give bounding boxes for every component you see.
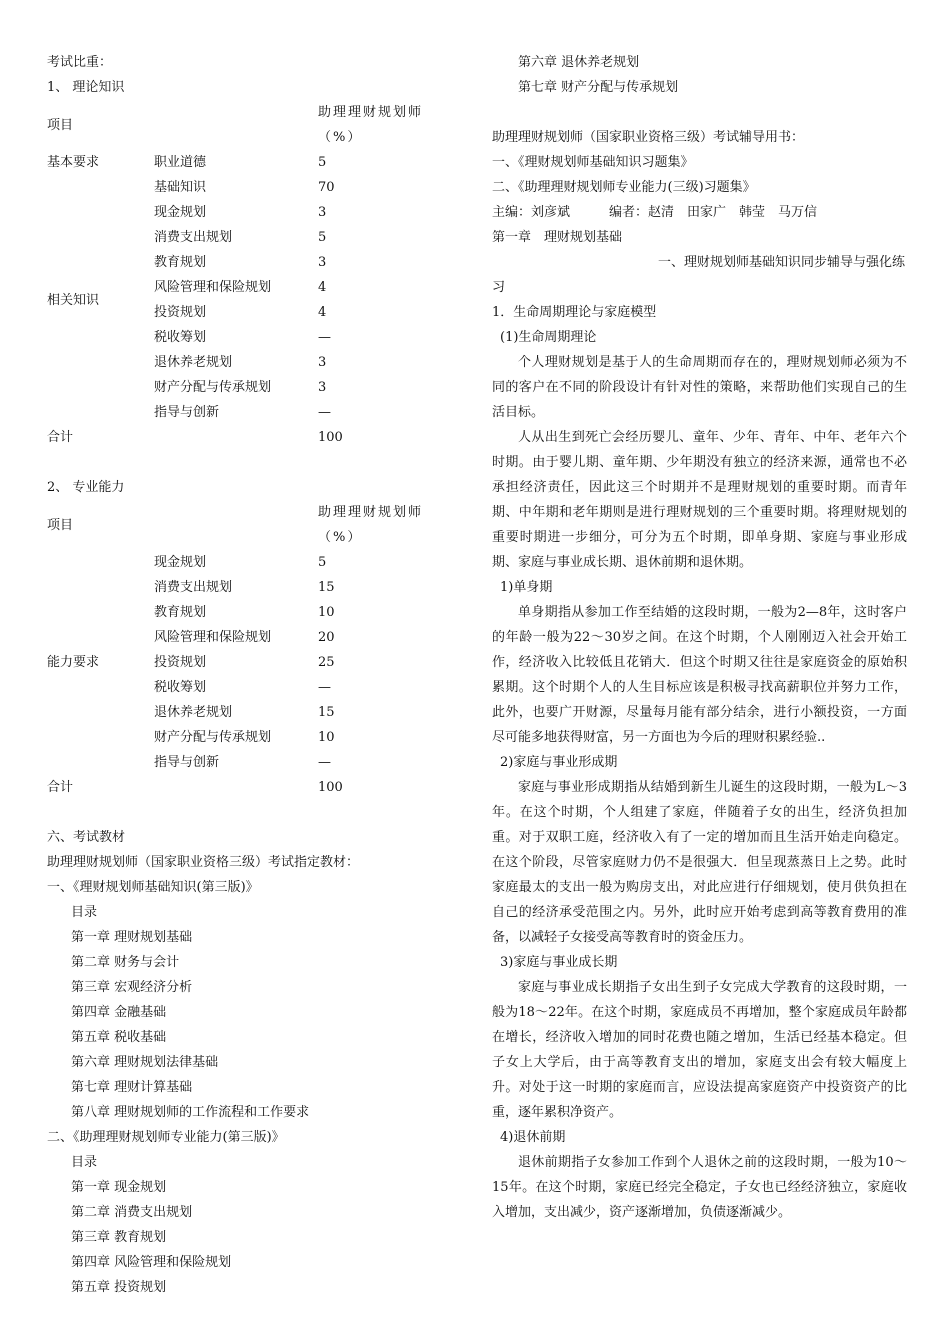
row-name: 税收筹划	[154, 330, 207, 345]
row-name: 风险管理和保险规划	[154, 630, 272, 645]
row-value: 3	[318, 255, 327, 270]
table-row	[47, 550, 452, 575]
toc-item: 第三章 教育规划	[71, 1230, 167, 1245]
paragraph: 家庭与事业形成期指从结婚到新生儿诞生的这段时期，一般为L～3年。在这个时期，个人组建了家庭，伴随着子女的出生，经济负担加重。对于双职工庭，经济收入有了一定的增加而且生活开始走向稳定。在这个阶段，尽管家庭财力仍不是很强大．但呈现蒸蒸日上之势。此时家庭最太的支出一般为购房支出，对此应进行仔细规划，使月供负担在自己的经济承受范围之内。另外，此时应开始考虑到高等教育费用的准备，以减轻子女接受高等教育时的资金压力。	[492, 780, 907, 945]
theory-table	[47, 100, 452, 450]
sync-title: 一、理财规划师基础知识同步辅导与强化练	[657, 255, 905, 270]
paragraph: 家庭与事业成长期指子女出生到子女完成大学教育的这段时期，一般为18～22年。在这个时期，家庭成员不再增加，整个家庭成员年龄都在增长，经济收入增加的同时花费也随之增加，生活已经基本稳定。但子女上大学后，由于高等教育支出的增加，家庭支出会有较大幅度上升。对处于这一时期的家庭而言，应设法提高家庭资产中投资资产的比重，逐年累积净资产。	[492, 980, 907, 1120]
row-value: 5	[318, 230, 327, 245]
ability-table	[47, 500, 452, 800]
table-total-row	[47, 775, 452, 800]
exam-weight-heading: 考试比重：	[47, 55, 113, 70]
row-value: 10	[318, 730, 335, 745]
left-column	[47, 50, 452, 1300]
guide-book2: 二、《助理理财规划师专业能力(三级)习题集》	[492, 180, 756, 195]
toc-item: 第二章 消费支出规划	[71, 1205, 193, 1220]
row-value: 3	[318, 355, 327, 370]
toc2-label: 目录	[71, 1155, 98, 1170]
paragraph: 个人理财规划是基于人的生命周期而存在的，理财规划师必须为不同的客户在不同的阶段设计有针对性的策略，来帮助他们实现自己的生活目标。	[492, 355, 907, 420]
group-ability: 能力要求	[47, 655, 100, 670]
section-ability-title: 2、 专业能力	[47, 480, 125, 495]
header-item: 项目	[47, 517, 74, 533]
row-value: 3	[318, 380, 327, 395]
subsection-heading: 2)家庭与事业形成期	[500, 755, 618, 770]
table-header	[47, 500, 452, 550]
row-value: 4	[318, 280, 327, 295]
materials-intro: 助理理财规划师（国家职业资格三级）考试指定教材：	[47, 855, 360, 870]
toc-item: 第四章 风险管理和保险规划	[71, 1255, 232, 1270]
header-col: 助理理财规划师（%）	[318, 105, 424, 145]
book2-title: 二、《助理理财规划师专业能力(第三版)》	[47, 1130, 285, 1145]
row-name: 职业道德	[154, 155, 207, 170]
toc-item: 第一章 现金规划	[71, 1180, 167, 1195]
total-label: 合计	[47, 780, 74, 795]
section-heading: 1．生命周期理论与家庭模型	[492, 305, 657, 320]
row-name: 教育规划	[154, 255, 207, 270]
group-related: 相关知识	[47, 292, 100, 308]
chapter-title: 第一章 理财规划基础	[492, 230, 623, 245]
header-item: 项目	[47, 117, 74, 133]
subsection-heading: 1)单身期	[500, 580, 553, 595]
row-name: 指导与创新	[154, 405, 220, 420]
row-value: —	[318, 405, 331, 420]
toc-item: 第五章 税收基础	[71, 1030, 167, 1045]
row-name: 教育规划	[154, 605, 207, 620]
subsection-heading: 4)退休前期	[500, 1130, 566, 1145]
row-value: —	[318, 330, 331, 345]
paragraph: 单身期指从参加工作至结婚的这段时期，一般为2—8年，这时客户的年龄一般为22～30岁之间。在这个时期，个人刚刚迈入社会开始工作，经济收入比较低且花销大．但这个时期又往往是家庭资金的原始积累期。这个时期个人的人生目标应该是积极寻找高薪职位并努力工作，此外，也要广开财源，尽量每月能有部分结余，进行小额投资，一方面尽可能多地获得财富，另一方面也为今后的理财积累经验..	[492, 605, 907, 745]
editors-line: 主编：刘彦斌 编者：赵清 田家广 韩莹 马万信	[492, 205, 818, 220]
toc-item: 第八章 理财规划师的工作流程和工作要求	[71, 1105, 310, 1120]
row-value: 20	[318, 630, 335, 645]
row-name: 现金规划	[154, 205, 207, 220]
toc-item: 第二章 财务与会计	[71, 955, 180, 970]
materials-title: 六、考试教材	[47, 830, 126, 845]
toc-item: 第七章 理财计算基础	[71, 1080, 193, 1095]
row-value: 15	[318, 705, 335, 720]
row-value: 70	[318, 180, 335, 195]
toc-item: 第七章 财产分配与传承规划	[518, 80, 679, 95]
total-value: 100	[318, 780, 343, 795]
table-row	[47, 175, 452, 200]
row-name: 投资规划	[154, 305, 207, 320]
toc-item: 第六章 退休养老规划	[518, 55, 640, 70]
table-header	[47, 100, 452, 150]
row-name: 消费支出规划	[154, 580, 233, 595]
row-name: 消费支出规划	[154, 230, 233, 245]
row-value: 5	[318, 155, 327, 170]
section-theory-title: 1、 理论知识	[47, 80, 125, 95]
group-basic: 基本要求	[47, 155, 100, 170]
row-value: 4	[318, 305, 327, 320]
guide-title: 助理理财规划师（国家职业资格三级）考试辅导用书：	[492, 130, 805, 145]
row-value: 15	[318, 580, 335, 595]
paragraph: 退休前期指子女参加工作到个人退休之前的这段时期，一般为10～15年。在这个时期，家庭已经完全稳定，子女也已经经济独立，家庭收入增加，支出减少，资产逐渐增加，负债逐渐减少。	[492, 1155, 907, 1220]
toc-item: 第三章 宏观经济分析	[71, 980, 193, 995]
row-value: 10	[318, 605, 335, 620]
row-value: —	[318, 755, 331, 770]
table-total-row	[47, 425, 452, 450]
toc-item: 第六章 理财规划法律基础	[71, 1055, 219, 1070]
row-name: 基础知识	[154, 180, 207, 195]
row-value: 3	[318, 205, 327, 220]
row-value: 25	[318, 655, 335, 670]
toc1-label: 目录	[71, 905, 98, 920]
toc-item: 第四章 金融基础	[71, 1005, 167, 1020]
total-value: 100	[318, 430, 343, 445]
row-name: 指导与创新	[154, 755, 220, 770]
row-name: 退休养老规划	[154, 355, 233, 370]
total-label: 合计	[47, 430, 74, 445]
right-column	[492, 50, 907, 1225]
header-col: 助理理财规划师（%）	[318, 505, 424, 545]
row-name: 风险管理和保险规划	[154, 280, 272, 295]
row-name: 税收筹划	[154, 680, 207, 695]
guide-book1: 一、《理财规划师基础知识习题集》	[492, 155, 694, 170]
row-name: 财产分配与传承规划	[154, 730, 272, 745]
subsection-heading: (1)生命周期理论	[500, 330, 597, 345]
book1-title: 一、《理财规划师基础知识(第三版)》	[47, 880, 259, 895]
sync-title-cont: 习	[492, 280, 506, 295]
subsection-heading: 3)家庭与事业成长期	[500, 955, 618, 970]
toc-item: 第一章 理财规划基础	[71, 930, 193, 945]
row-name: 现金规划	[154, 555, 207, 570]
row-value: —	[318, 680, 331, 695]
paragraph: 人从出生到死亡会经历婴儿、童年、少年、青年、中年、老年六个时期。由于婴儿期、童年期、少年期没有独立的经济来源，通常也不必承担经济责任，因此这三个时期并不是理财规划的重要时期。而青年期、中年期和老年期则是进行理财规划的三个重要时期。将理财规划的重要时期进一步细分，可分为五个时期，即单身期、家庭与事业形成期、家庭与事业成长期、退休前期和退休期。	[492, 430, 907, 570]
row-name: 退休养老规划	[154, 705, 233, 720]
toc-item: 第五章 投资规划	[71, 1280, 167, 1295]
row-name: 投资规划	[154, 655, 207, 670]
row-value: 5	[318, 555, 327, 570]
table-row	[47, 150, 452, 175]
row-name: 财产分配与传承规划	[154, 380, 272, 395]
